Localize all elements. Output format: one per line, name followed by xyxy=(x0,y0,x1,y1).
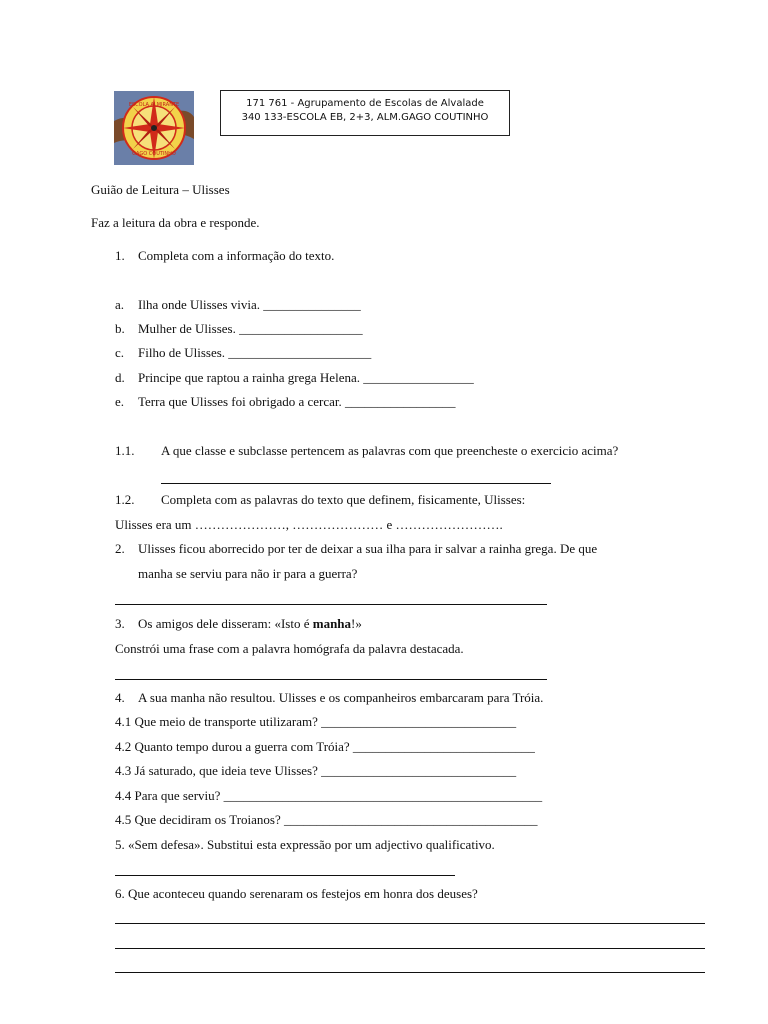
q1-item-text: Terra que Ulisses foi obrigado a cercar. _________________ xyxy=(138,394,456,409)
answer-line[interactable] xyxy=(115,923,705,924)
q1-item-text: Mulher de Ulisses. ___________________ xyxy=(138,321,363,336)
q1-item-letter: e. xyxy=(115,394,125,409)
q1-item-text: Filho de Ulisses. ______________________ xyxy=(138,345,372,360)
answer-line[interactable] xyxy=(161,483,551,484)
q3-bold-word: manha xyxy=(312,616,352,631)
q1-2-number: 1.2. xyxy=(115,492,135,507)
answer-line[interactable] xyxy=(115,604,547,605)
svg-text:ESCOLA ALMIRANTE: ESCOLA ALMIRANTE xyxy=(128,102,180,108)
school-header-line1: 171 761 - Agrupamento de Escolas de Alvalade xyxy=(246,98,484,109)
svg-text:GAGO COUTINHO: GAGO COUTINHO xyxy=(132,151,176,157)
intro-text: Faz a leitura da obra e responde. xyxy=(91,215,260,230)
q1-1-number: 1.1. xyxy=(115,443,135,458)
q4-sub-item: 4.1 Que meio de transporte utilizaram? ______________________________ xyxy=(115,714,517,729)
q3-instruction: Constrói uma frase com a palavra homógrafa da palavra destacada. xyxy=(115,641,464,656)
answer-line[interactable] xyxy=(115,972,705,973)
q1-2-answer: Ulisses era um …………………, ………………… e ……………………. xyxy=(115,517,503,532)
q4-sub-item: 4.3 Já saturado, que ideia teve Ulisses? ______________________________ xyxy=(115,763,517,778)
q2-line2: manha se serviu para não ir para a guerra? xyxy=(138,566,358,581)
answer-line[interactable] xyxy=(115,875,455,876)
q4-sub-item: 4.4 Para que serviu? _________________________________________________ xyxy=(115,788,543,803)
q1-1-text: A que classe e subclasse pertencem as palavras com que preencheste o exercicio acima? xyxy=(161,443,619,458)
q5-text: 5. «Sem defesa». Substitui esta expressão por um adjectivo qualificativo. xyxy=(115,837,495,852)
q1-text: Completa com a informação do texto. xyxy=(138,248,335,263)
q1-item-text: Ilha onde Ulisses vivia. _______________ xyxy=(138,297,361,312)
q1-item-letter: d. xyxy=(115,370,125,385)
q3-text-after: !» xyxy=(351,616,362,631)
school-header-box xyxy=(220,90,510,136)
q4-number: 4. xyxy=(115,690,125,705)
q1-number: 1. xyxy=(115,248,125,263)
q3-text xyxy=(138,616,362,631)
q4-sub-item: 4.5 Que decidiram os Troianos? _______________________________________ xyxy=(115,812,538,827)
q4-sub-item: 4.2 Quanto tempo durou a guerra com Tróia? ____________________________ xyxy=(115,739,535,754)
school-header-line2: 340 133-ESCOLA EB, 2+3, ALM.GAGO COUTINHO xyxy=(241,112,489,123)
answer-line[interactable] xyxy=(115,948,705,949)
school-logo xyxy=(114,91,194,165)
q1-item-letter: a. xyxy=(115,297,125,312)
answer-line[interactable] xyxy=(115,679,547,680)
q4-text: A sua manha não resultou. Ulisses e os companheiros embarcaram para Tróia. xyxy=(138,690,544,705)
q3-number: 3. xyxy=(115,616,125,631)
q2-line1: Ulisses ficou aborrecido por ter de deixar a sua ilha para ir salvar a rainha grega. De que xyxy=(138,541,598,556)
page-title: Guião de Leitura – Ulisses xyxy=(91,182,230,197)
q3-text-before: Os amigos dele disseram: «Isto é xyxy=(138,616,313,631)
q2-number: 2. xyxy=(115,541,125,556)
q1-2-text: Completa com as palavras do texto que definem, fisicamente, Ulisses: xyxy=(161,492,526,507)
q1-item-text: Principe que raptou a rainha grega Helena. _________________ xyxy=(138,370,474,385)
q1-item-letter: c. xyxy=(115,345,125,360)
q1-item-letter: b. xyxy=(115,321,125,336)
q6-text: 6. Que aconteceu quando serenaram os festejos em honra dos deuses? xyxy=(115,886,478,901)
